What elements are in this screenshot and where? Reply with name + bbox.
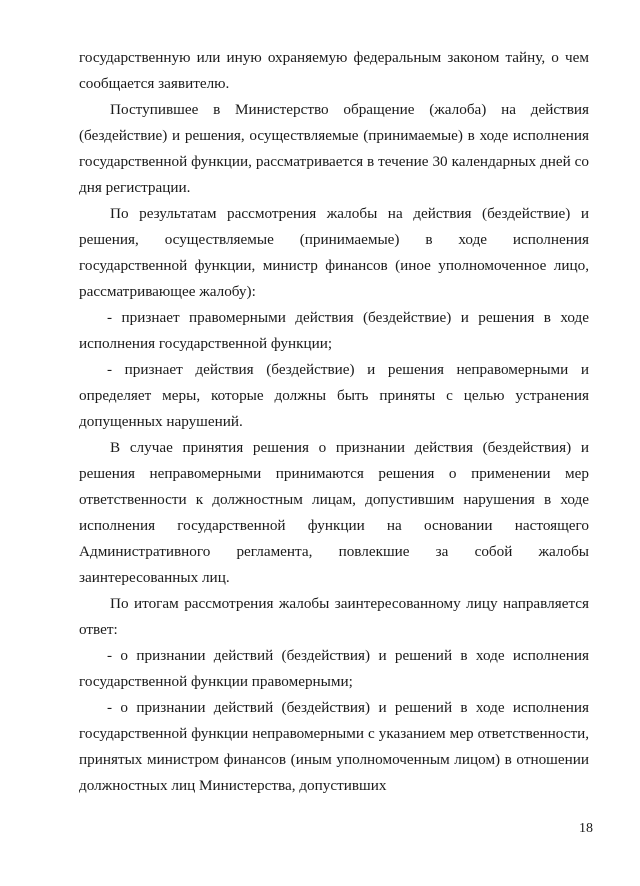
- list-item-response-unlawful: - о признании действий (бездействия) и решений в ходе исполнения государственной функции неправомерными с указанием мер ответственности, принятых министром финансов (иным уполномоченным лицом) в отношении должностных лиц Министерства, допустивших: [79, 699, 589, 794]
- list-item-lawful: - признает правомерными действия (бездействие) и решения в ходе исполнения государственной функции;: [79, 309, 589, 352]
- list-item-unlawful: - признает действия (бездействие) и решения неправомерными и определяет меры, которые должны быть приняты с целью устранения допущенных нарушений.: [79, 361, 589, 430]
- list-item-response-lawful: - о признании действий (бездействия) и решений в ходе исполнения государственной функции правомерными;: [79, 647, 589, 690]
- paragraph-liability-measures: В случае принятия решения о признании действия (бездействия) и решения неправомерными принимаются решения о применении мер ответственности к должностным лицам, допустившим нарушения в ходе исполнения государственной функции на основании настоящего Административного регламента, повлекшие за собой жалобы заинтересованных лиц.: [79, 439, 589, 586]
- paragraph-review-results: По результатам рассмотрения жалобы на действия (бездействие) и решения, осуществляемые (принимаемые) в ходе исполнения государственной функции, министр финансов (иное уполномоченное лицо, рассматривающее жалобу):: [79, 205, 589, 300]
- paragraph-continuation: государственную или иную охраняемую федеральным законом тайну, о чем сообщается заявителю.: [79, 49, 589, 92]
- page-number: 18: [579, 821, 593, 836]
- paragraph-complaint-review-period: Поступившее в Министерство обращение (жалоба) на действия (бездействие) и решения, осуществляемые (принимаемые) в ходе исполнения государственной функции, рассматривается в течение 30 календарных дней со дня регистрации.: [79, 101, 589, 196]
- body-text: [79, 45, 589, 799]
- paragraph-response-sent: По итогам рассмотрения жалобы заинтересованному лицу направляется ответ:: [79, 595, 589, 638]
